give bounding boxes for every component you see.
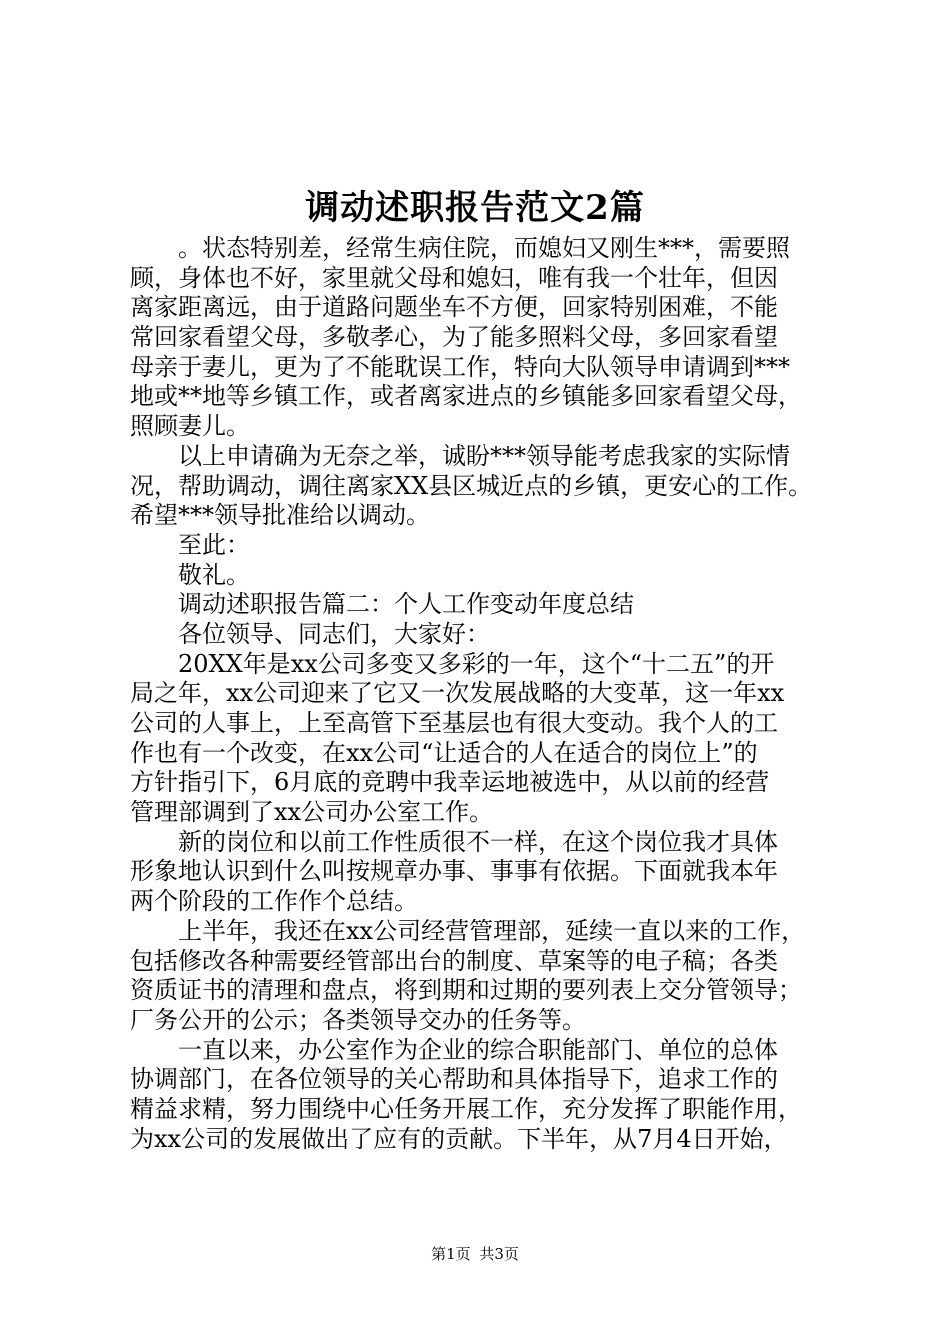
document-title: 调动述职报告范文2篇 [305, 188, 645, 228]
text-line: 顾，身体也不好，家里就父母和媳妇，唯有我一个壮年，但因 [130, 263, 778, 292]
text-line: 协调部门，在各位领导的关心帮助和具体指导下，追求工作的 [130, 1065, 778, 1094]
text-line: 敬礼。 [178, 560, 250, 589]
text-line: 形象地认识到什么叫按规章办事、事事有依据。下面就我本年 [130, 857, 778, 886]
text-line: 厂务公开的公示；各类领导交办的任务等。 [130, 1005, 586, 1034]
document-body [130, 234, 830, 1154]
text-line: 调动述职报告篇二：个人工作变动年度总结 [178, 590, 634, 619]
text-line: 照顾妻儿。 [130, 412, 250, 441]
text-line: 两个阶段的工作作个总结。 [130, 887, 418, 916]
text-line: 上半年，我还在xx公司经营管理部，延续一直以来的工作， [178, 916, 806, 945]
text-line: 以上申请确为无奈之举，诚盼***领导能考虑我家的实际情 [178, 441, 790, 470]
text-line: 地或**地等乡镇工作，或者离家进点的乡镇能多回家看望父母， [130, 382, 802, 411]
text-line: 20XX年是xx公司多变又多彩的一年，这个“十二五”的开 [178, 649, 775, 678]
text-line: 公司的人事上，上至高管下至基层也有很大变动。我个人的工 [130, 709, 778, 737]
text-line: 离家距离远，由于道路问题坐车不方便，回家特别困难，不能 [130, 293, 778, 322]
text-line: 局之年，xx公司迎来了它又一次发展战略的大变革，这一年xx [130, 679, 785, 708]
text-line: 管理部调到了xx公司办公室工作。 [130, 798, 494, 827]
text-line: 资质证书的清理和盘点，将到期和过期的要列表上交分管领导； [130, 976, 802, 1005]
text-line: 至此： [178, 530, 250, 559]
text-line: 方针指引下，6月底的竞聘中我幸运地被选中，从以前的经营 [130, 768, 770, 797]
text-line: 母亲于妻儿，更为了不能耽误工作，特向大队领导申请调到*** [130, 352, 790, 381]
text-line: 包括修改各种需要经管部出台的制度、草案等的电子稿；各类 [130, 946, 778, 975]
text-line: 一直以来，办公室作为企业的综合职能部门、单位的总体 [178, 1035, 778, 1064]
text-line: 况，帮助调动，调往离家XX县区城近点的乡镇，更安心的工作。 [130, 471, 813, 500]
text-line: 常回家看望父母，多敬孝心，为了能多照料父母，多回家看望 [130, 323, 778, 352]
text-line: 精益求精，努力围绕中心任务开展工作，充分发挥了职能作用， [130, 1094, 802, 1123]
page-footer [0, 1244, 950, 1264]
page-total: 共3页 [479, 1245, 519, 1263]
text-line: 作也有一个改变，在xx公司“让适合的人在适合的岗位上”的 [130, 738, 758, 767]
text-line: 各位领导、同志们，大家好： [178, 619, 490, 648]
text-line: 。状态特别差，经常生病住院，而媳妇又刚生***，需要照 [178, 234, 790, 262]
text-line: 希望***领导批准给以调动。 [130, 501, 430, 530]
page-number: 第1页 [431, 1245, 471, 1263]
text-line: 新的岗位和以前工作性质很不一样，在这个岗位我才具体 [178, 827, 778, 856]
text-line: 为xx公司的发展做出了应有的贡献。下半年，从7月4日开始， [130, 1124, 788, 1153]
